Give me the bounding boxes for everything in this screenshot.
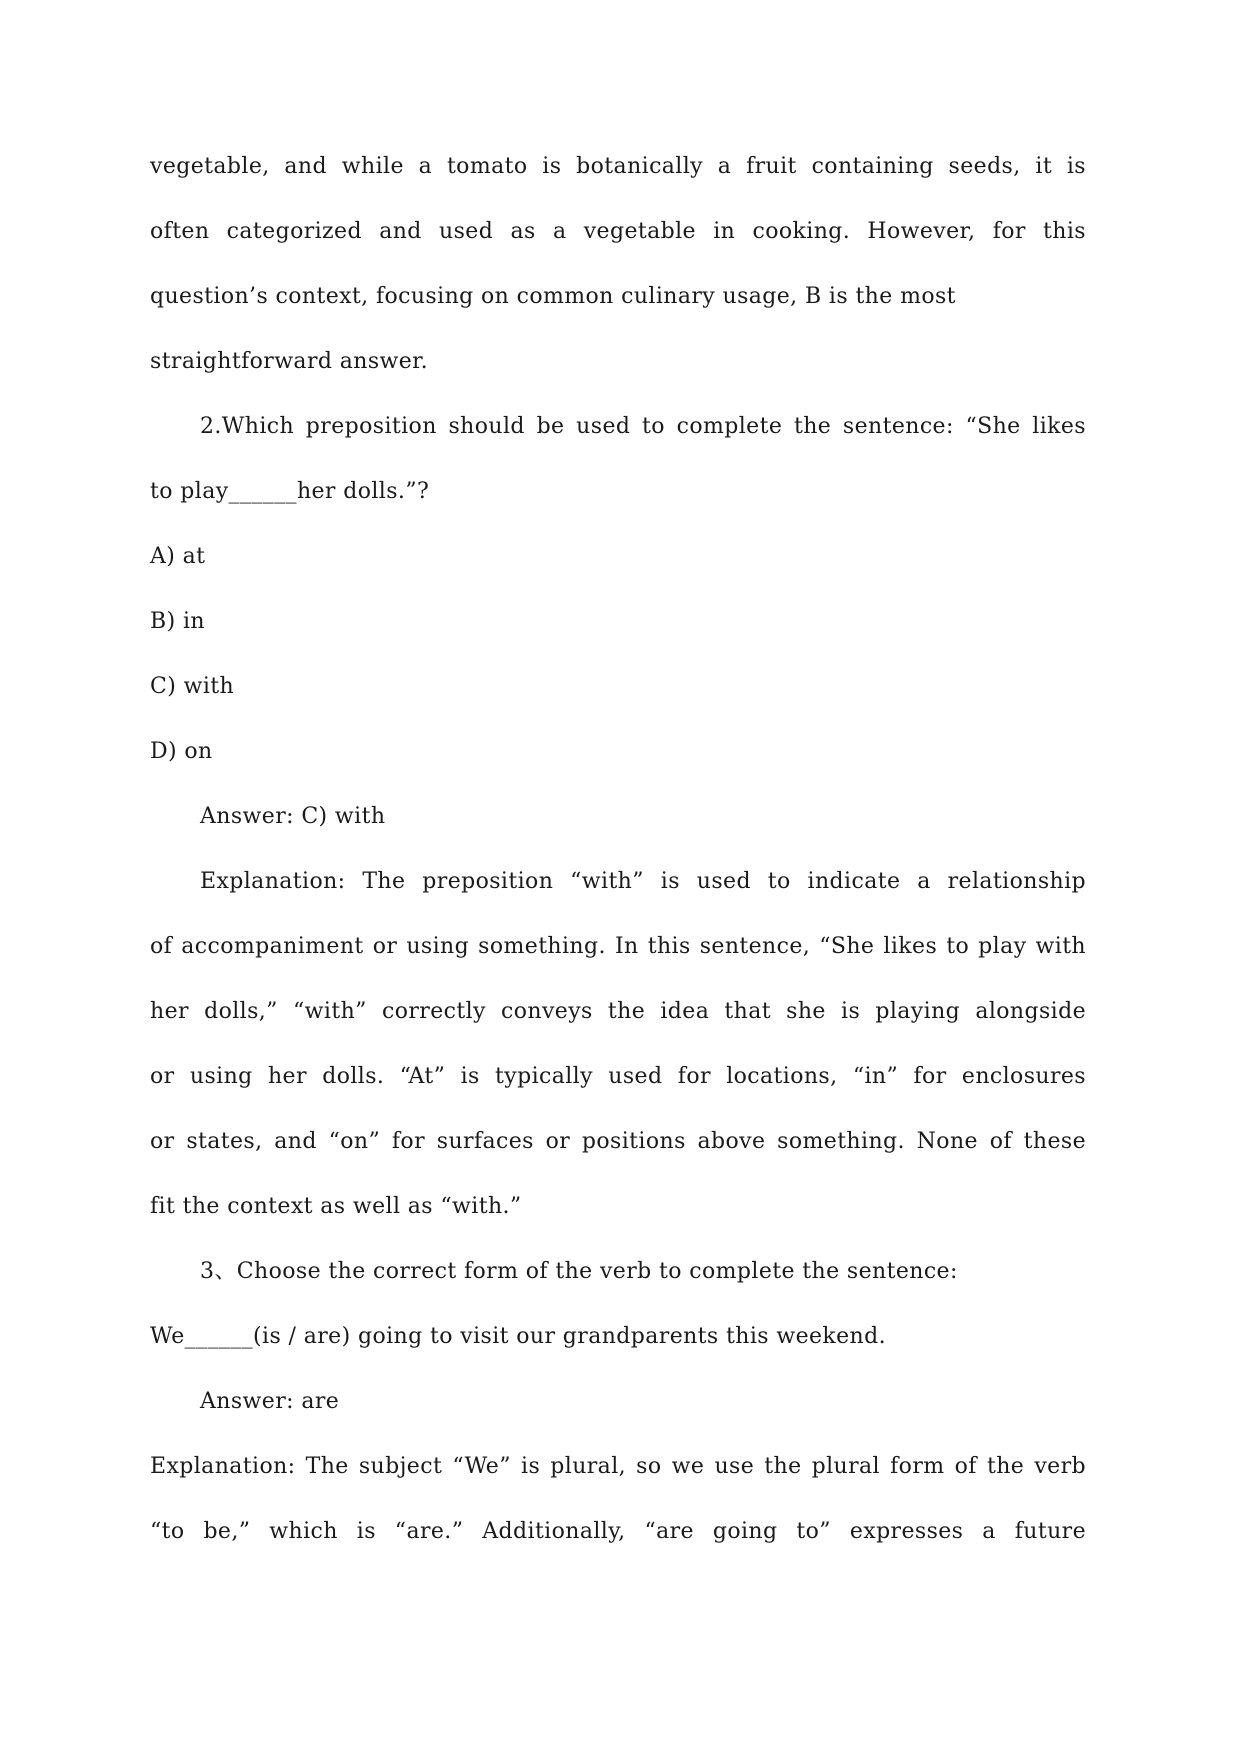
- explanation-2-line: her dolls,” “with” correctly conveys the idea that she is playing alongside: [150, 999, 1086, 1024]
- paragraph-line: often categorized and used as a vegetable in cooking. However, for this: [150, 219, 1086, 244]
- question-3-text: 3、Choose the correct form of the verb to complete the sentence:: [200, 1259, 958, 1284]
- option-c: C) with: [150, 674, 235, 699]
- paragraph-line: question’s context, focusing on common culinary usage, B is the most: [150, 284, 956, 309]
- option-b: B) in: [150, 609, 205, 634]
- paragraph-line: straightforward answer.: [150, 349, 429, 374]
- question-3-text-cont: We______(is / are) going to visit our grandparents this weekend.: [150, 1324, 887, 1349]
- explanation-2: Explanation: The preposition “with” is used to indicate a relationship: [200, 869, 1086, 894]
- explanation-3: Explanation: The subject “We” is plural, so we use the plural form of the verb: [150, 1454, 1086, 1479]
- explanation-3-line: “to be,” which is “are.” Additionally, “are going to” expresses a future: [150, 1519, 1086, 1544]
- option-a: A) at: [150, 544, 206, 569]
- question-2-text: 2.Which preposition should be used to complete the sentence: “She likes: [200, 414, 1086, 439]
- explanation-2-line: fit the context as well as “with.”: [150, 1194, 522, 1219]
- answer-2: Answer: C) with: [200, 804, 386, 829]
- explanation-2-line: or using her dolls. “At” is typically used for locations, “in” for enclosures: [150, 1064, 1086, 1089]
- question-2-text-cont: to play______her dolls.”?: [150, 479, 430, 504]
- explanation-2-line: of accompaniment or using something. In this sentence, “She likes to play with: [150, 934, 1086, 959]
- answer-3: Answer: are: [200, 1389, 340, 1414]
- explanation-2-line: or states, and “on” for surfaces or positions above something. None of these: [150, 1129, 1086, 1154]
- option-d: D) on: [150, 739, 213, 764]
- paragraph-line: vegetable, and while a tomato is botanically a fruit containing seeds, it is: [150, 154, 1086, 179]
